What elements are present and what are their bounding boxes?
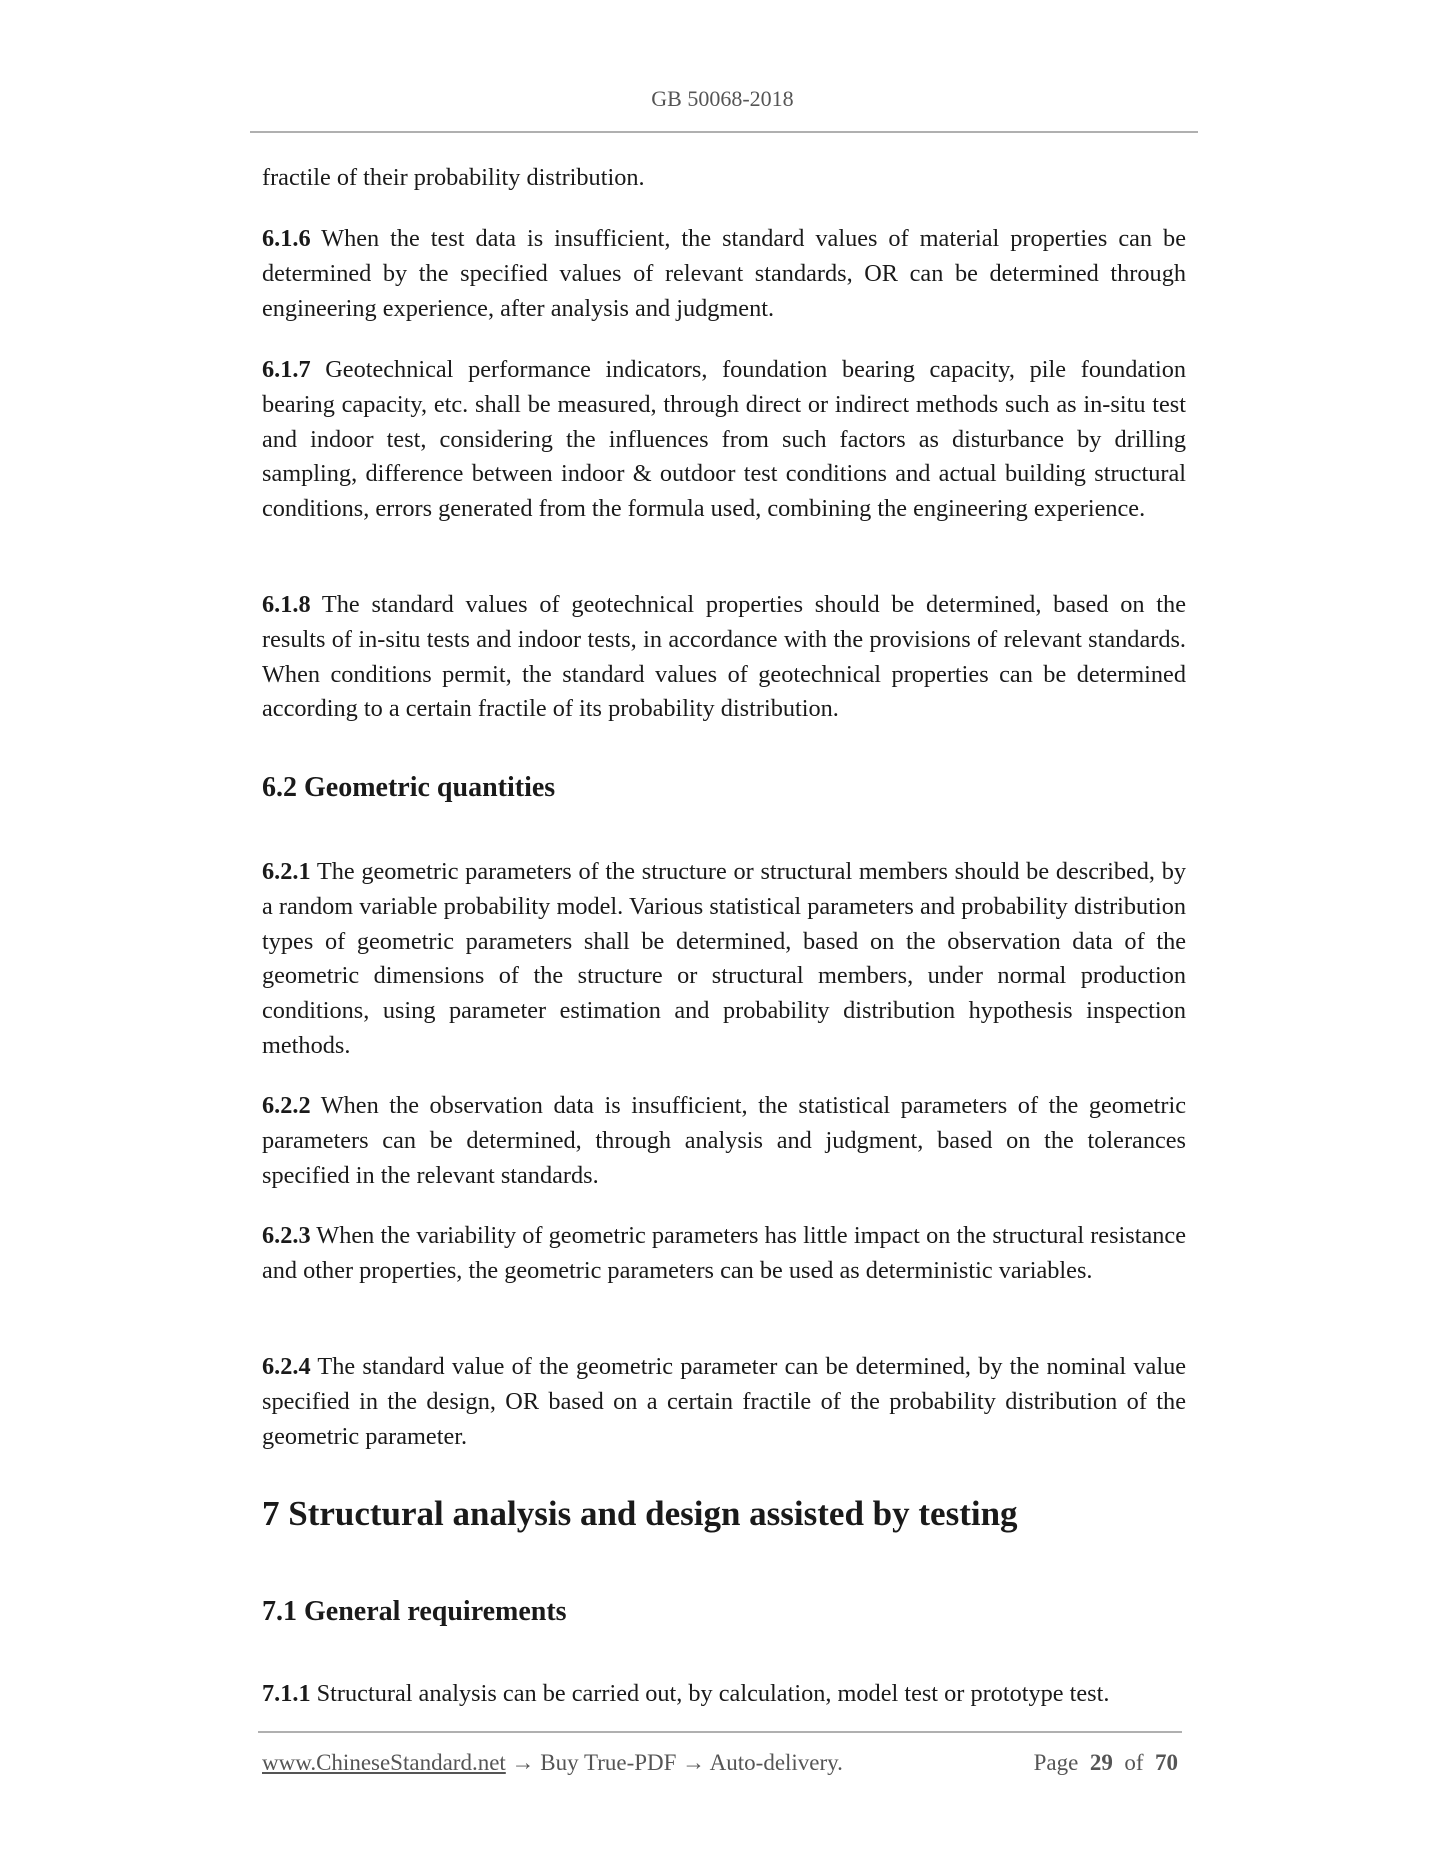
footer-tagline: → Buy True-PDF → Auto-delivery. [505,1750,843,1775]
clause-number: 6.1.7 [262,356,311,383]
clause-text: When the test data is insufficient, the standard values of material properties can be determined by the specified values of relevant standards, OR can be determined through engineering experience, after analysis and judgment. [262,225,1186,322]
footer [262,1750,1178,1776]
clause-number: 6.2.1 [262,858,311,885]
clause-text: The geometric parameters of the structure or structural members should be described, by a random variable probability model. Various statistical parameters and probability distribution types of geometric parameters shall be determined, based on the observation data of the geometric dimensions of the structure or structural members, under normal production conditions, using parameter estimation and probability distribution hypothesis inspection methods. [262,858,1186,1059]
clause-6-2-3 [262,1219,1186,1289]
clause-number: 6.1.6 [262,225,311,252]
clause-text: When the observation data is insufficient, the statistical parameters of the geometric parameters can be determined, through analysis and judgment, based on the tolerances specified in the relevant standards. [262,1092,1186,1189]
total-pages: 70 [1155,1750,1178,1775]
clause-number: 6.2.2 [262,1092,311,1119]
clause-number: 7.1.1 [262,1680,311,1707]
clause-text: The standard values of geotechnical properties should be determined, based on the results of in-situ tests and indoor tests, in accordance with the provisions of relevant standards. When conditions permit, the standard values of geotechnical properties can be determined according to a certain fractile of its probability distribution. [262,591,1186,723]
section-heading-7-1: 7.1 General requirements [262,1596,567,1627]
footer-rule [258,1731,1182,1733]
chapter-heading-7: 7 Structural analysis and design assisted by testing [262,1494,1018,1533]
website-link[interactable]: www.ChineseStandard.net [262,1750,506,1775]
page-label: Page [1033,1750,1079,1775]
clause-text: Geotechnical performance indicators, foundation bearing capacity, pile foundation bearing capacity, etc. shall be measured, through direct or indirect methods such as in-situ test and indoor test, considering the influences from such factors as disturbance by drilling sampling, difference between indoor & outdoor test conditions and actual building structural conditions, errors generated from the formula used, combining the engineering experience. [262,356,1186,523]
header-rule [250,131,1198,133]
clause-6-1-8 [262,588,1186,727]
clause-6-1-7 [262,353,1186,527]
clause-6-2-1 [262,855,1186,1064]
clause-text: Structural analysis can be carried out, by calculation, model test or prototype test. [310,1680,1110,1707]
clause-6-1-6 [262,222,1186,326]
clause-6-2-2 [262,1089,1186,1193]
document-id-header: GB 50068-2018 [651,86,794,111]
clause-7-1-1 [262,1677,1186,1712]
page-indicator [1034,1750,1178,1776]
of-label: of [1124,1750,1144,1775]
section-heading-6-2: 6.2 Geometric quantities [262,772,556,803]
clause-6-2-4 [262,1350,1186,1454]
clause-text: The standard value of the geometric parameter can be determined, by the nominal value specified in the design, OR based on a certain fractile of the probability distribution of the geometric parameter. [262,1353,1186,1450]
page-number: 29 [1089,1750,1113,1775]
clause-number: 6.2.3 [262,1222,311,1249]
clause-number: 6.1.8 [262,591,311,618]
clause-number: 6.2.4 [262,1353,311,1380]
continued-paragraph: fractile of their probability distribution. [262,164,645,191]
clause-text: When the variability of geometric parameters has little impact on the structural resistance and other properties, the geometric parameters can be used as deterministic variables. [262,1222,1186,1284]
